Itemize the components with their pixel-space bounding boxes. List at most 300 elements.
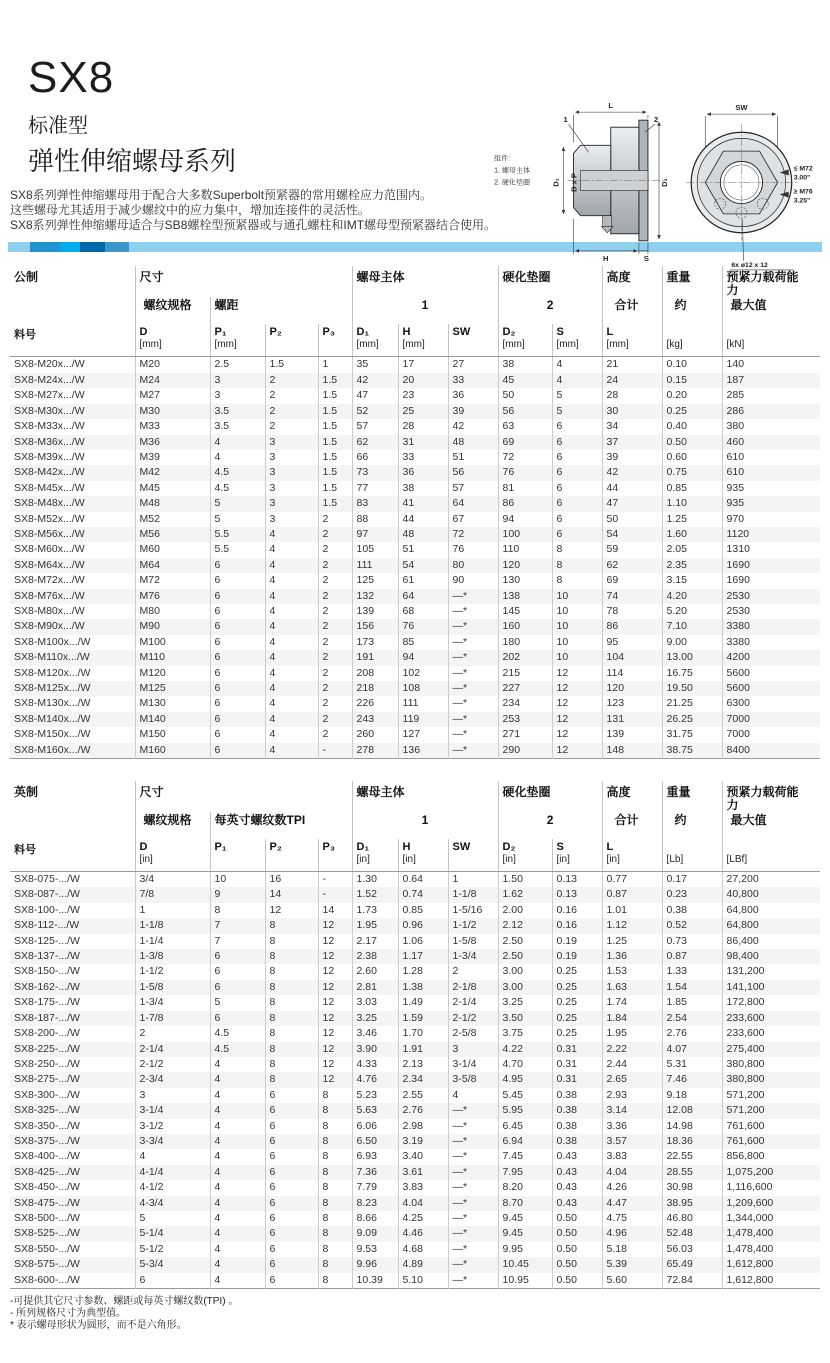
table-cell: 12 (318, 1011, 352, 1026)
table-cell: 6 (210, 980, 265, 995)
table-cell: 1-5/8 (448, 934, 498, 949)
table-cell: SX8-M120x.../W (14, 666, 91, 679)
table-cell: 1 (448, 872, 498, 888)
table-cell: M30 (135, 404, 210, 419)
table-cell: 4 (448, 1088, 498, 1103)
table-cell: 0.31 (552, 1057, 602, 1072)
table-cell: 2-3/4 (135, 1072, 210, 1087)
dim-label-DxP: D x P (569, 173, 579, 192)
table-cell: 136 (398, 743, 448, 759)
table-cell: 5 (552, 388, 602, 403)
table-cell: 5 (210, 496, 265, 511)
table-cell: 3 (265, 465, 318, 480)
table-cell: 8 (265, 1057, 318, 1072)
col-unit: [in] (139, 854, 153, 866)
section-label: 英制 (14, 785, 39, 800)
table-cell: 2.13 (398, 1057, 448, 1072)
table-cell: SX8-150-.../W (14, 965, 80, 978)
table-cell: 2 (318, 650, 352, 665)
components-title: 组件: (494, 155, 511, 163)
table-cell: 76 (498, 465, 552, 480)
table-row (10, 481, 820, 496)
table-cell: 139 (602, 727, 662, 742)
table-cell: 54 (602, 527, 662, 542)
table-cell: 3 (135, 1088, 210, 1103)
table-cell: 111 (352, 558, 398, 573)
group-header-washer: 硬化垫圈 (498, 781, 602, 812)
table-cell: 233,600 (722, 1026, 820, 1041)
table-row (10, 1196, 820, 1211)
table-row (10, 512, 820, 527)
table-cell: 51 (398, 542, 448, 557)
table-cell: —* (448, 727, 498, 742)
table-cell: 12 (552, 696, 602, 711)
table-row (10, 558, 820, 573)
table-cell: 6 (552, 419, 602, 434)
table-row (10, 712, 820, 727)
table-cell: 1.74 (602, 995, 662, 1010)
table-cell: 41 (398, 496, 448, 511)
table-cell: 12 (318, 964, 352, 979)
imperial-table-body (10, 872, 820, 1289)
table-cell: 38.75 (662, 743, 722, 759)
table-cell: 4 (210, 450, 265, 465)
technical-drawing-svg (492, 90, 824, 276)
table-cell: - (318, 743, 352, 759)
table-cell: 4.75 (602, 1211, 662, 1226)
table-cell: - (318, 872, 352, 888)
table-cell: M27 (135, 388, 210, 403)
table-cell: 98,400 (722, 949, 820, 964)
table-cell: 286 (722, 404, 820, 419)
table-cell: —* (448, 1242, 498, 1257)
group-header-nut-body: 螺母主体 (352, 266, 498, 297)
table-cell: 5.31 (662, 1057, 722, 1072)
table-cell: M140 (135, 712, 210, 727)
table-cell: 4.47 (602, 1196, 662, 1211)
col-letter (727, 326, 817, 339)
product-subtitle-type: 标准型 (28, 115, 88, 137)
table-cell: 4.04 (398, 1196, 448, 1211)
table-cell: 935 (722, 496, 820, 511)
table-cell: —* (448, 650, 498, 665)
table-cell: —* (448, 712, 498, 727)
table-cell: 1.85 (662, 995, 722, 1010)
table-cell: M90 (135, 619, 210, 634)
table-cell: 6 (552, 435, 602, 450)
table-row (10, 589, 820, 604)
table-cell: 4 (210, 1226, 265, 1241)
table-cell: 6 (265, 1149, 318, 1164)
table-cell: 13.00 (662, 650, 722, 665)
table-cell: 64,800 (722, 903, 820, 918)
table-cell: 6 (265, 1103, 318, 1118)
table-cell: 0.38 (552, 1103, 602, 1118)
table-cell: 2-1/4 (135, 1042, 210, 1057)
table-cell: 4 (210, 1057, 265, 1072)
dim-label-D1: D₁ (551, 178, 561, 187)
table-row (10, 887, 820, 902)
table-cell: 3-1/2 (135, 1119, 210, 1134)
footnote: -可提供其它尺寸参数、螺距或每英寸螺纹数(TPI) 。 (10, 1296, 239, 1307)
table-cell: SX8-275-.../W (14, 1073, 80, 1086)
table-row (10, 573, 820, 588)
table-cell: 227 (498, 681, 552, 696)
table-cell: 4 (552, 357, 602, 373)
table-row (10, 1211, 820, 1226)
table-cell: 2.81 (352, 980, 398, 995)
table-cell: 1.10 (662, 496, 722, 511)
table-cell: 4 (210, 1196, 265, 1211)
table-cell: 6 (210, 681, 265, 696)
description-line: SX8系列弹性伸缩螺母用于配合大多数Superbolt预紧器的常用螺栓应力范围内。 (10, 188, 433, 202)
table-cell: 1.62 (498, 887, 552, 902)
table-cell: 9.53 (352, 1242, 398, 1257)
table-cell: 0.87 (602, 887, 662, 902)
table-cell: 1.63 (602, 980, 662, 995)
table-row (10, 373, 820, 388)
col-unit: [kg] (666, 339, 683, 351)
table-cell: 0.43 (552, 1180, 602, 1195)
table-cell: 30.98 (662, 1180, 722, 1195)
table-cell: 1 (135, 903, 210, 918)
table-cell: 0.19 (552, 934, 602, 949)
table-cell: 6 (552, 465, 602, 480)
table-cell: 48 (398, 527, 448, 542)
table-cell: 0.38 (552, 1119, 602, 1134)
table-cell: 3.75 (498, 1026, 552, 1041)
callout-2: 2 (653, 115, 659, 125)
table-cell: 38 (498, 357, 552, 373)
table-cell: 1.5 (318, 435, 352, 450)
table-cell: 1,612,800 (722, 1257, 820, 1272)
table-cell: 8 (265, 964, 318, 979)
table-cell: SX8-425-.../W (14, 1165, 80, 1178)
table-cell: 3-1/4 (135, 1103, 210, 1118)
table-cell: 6.06 (352, 1119, 398, 1134)
table-row (10, 918, 820, 933)
table-cell: 4.96 (602, 1226, 662, 1241)
table-cell: 208 (352, 666, 398, 681)
table-cell: 0.74 (398, 887, 448, 902)
table-cell: 83 (352, 496, 398, 511)
table-cell: 111 (398, 696, 448, 711)
table-cell: 8 (318, 1088, 352, 1103)
table-cell: 102 (398, 666, 448, 681)
table-cell: 64 (398, 589, 448, 604)
table-row (10, 1180, 820, 1195)
table-cell: 47 (352, 388, 398, 403)
product-title: SX8 (28, 53, 115, 102)
table-cell: 215 (498, 666, 552, 681)
table-cell: 0.20 (662, 388, 722, 403)
table-cell: —* (448, 1196, 498, 1211)
table-cell: 2-1/8 (448, 980, 498, 995)
table-cell: 0.50 (552, 1226, 602, 1241)
description-line: SX8系列弹性伸缩螺母适合与SB8螺栓型预紧器或与通孔螺柱和IMT螺母型预紧器结合使用。 (10, 218, 497, 233)
table-cell: 4 (135, 1149, 210, 1164)
table-cell: 5-3/4 (135, 1257, 210, 1272)
table-cell: 28 (398, 419, 448, 434)
table-row (10, 666, 820, 681)
table-cell: 7.79 (352, 1180, 398, 1195)
table-cell: 8 (318, 1149, 352, 1164)
table-cell: 5.60 (602, 1273, 662, 1289)
table-cell: 31.75 (662, 727, 722, 742)
col-letter: H (402, 841, 411, 854)
table-cell: 12 (318, 1057, 352, 1072)
col-letter: P₂ (269, 841, 282, 854)
table-cell: 4 (210, 1119, 265, 1134)
table-cell: SX8-400-.../W (14, 1150, 80, 1163)
table-cell: 3 (265, 512, 318, 527)
table-cell: 8 (265, 949, 318, 964)
table-cell: SX8-187-.../W (14, 1011, 80, 1024)
table-cell: SX8-M64x.../W (14, 558, 85, 571)
subheader-weight-approx: 约 (662, 297, 722, 324)
table-cell: 10 (552, 650, 602, 665)
table-cell: 260 (352, 727, 398, 742)
table-row (10, 980, 820, 995)
table-cell: SX8-325-.../W (14, 1104, 80, 1117)
table-cell: 6 (265, 1242, 318, 1257)
table-cell: 48 (448, 435, 498, 450)
table-cell: —* (448, 619, 498, 634)
table-cell: 2 (318, 589, 352, 604)
table-cell: 44 (602, 481, 662, 496)
table-cell: 2 (318, 619, 352, 634)
table-cell: 27,200 (722, 872, 820, 888)
table-cell: SX8-300-.../W (14, 1088, 80, 1101)
table-cell: 2.00 (498, 903, 552, 918)
col-letter: D₁ (356, 841, 370, 854)
col-letter: P₁ (214, 841, 227, 854)
table-row (10, 1042, 820, 1057)
table-cell: 2-1/2 (448, 1011, 498, 1026)
table-cell: 12 (318, 949, 352, 964)
table-row (10, 1072, 820, 1087)
table-cell: 100 (498, 527, 552, 542)
technical-drawing (492, 90, 824, 276)
table-cell: 3.14 (602, 1103, 662, 1118)
col-letter: D (139, 326, 148, 339)
table-cell: 233,600 (722, 1011, 820, 1026)
table-cell: 6 (210, 604, 265, 619)
table-cell: 8 (552, 558, 602, 573)
table-cell: 1,075,200 (722, 1165, 820, 1180)
table-cell: 1-1/2 (448, 918, 498, 933)
col-letter: L (606, 841, 614, 854)
table-cell: 19.50 (662, 681, 722, 696)
table-cell: 46.80 (662, 1211, 722, 1226)
table-cell: 131 (602, 712, 662, 727)
table-cell: 6 (210, 949, 265, 964)
col-letter: D₂ (502, 326, 516, 339)
table-cell: 0.25 (552, 964, 602, 979)
table-cell: SX8-375-.../W (14, 1134, 80, 1147)
table-cell: SX8-350-.../W (14, 1119, 80, 1132)
table-cell: SX8-250-.../W (14, 1057, 80, 1070)
table-cell: 571,200 (722, 1103, 820, 1118)
table-cell: 1.33 (662, 964, 722, 979)
table-cell: 9.95 (498, 1242, 552, 1257)
table-cell: 6 (265, 1273, 318, 1289)
table-cell: 2.34 (398, 1072, 448, 1087)
table-row (10, 1011, 820, 1026)
table-cell: 3.00 (498, 964, 552, 979)
table-cell: SX8-M48x.../W (14, 497, 85, 510)
imperial-table (10, 781, 820, 1289)
subheader-preload-max: 最大值 (722, 812, 820, 839)
table-cell: 0.40 (662, 419, 722, 434)
table-cell: 6 (265, 1196, 318, 1211)
table-cell: 4 (265, 619, 318, 634)
table-cell: 3.57 (602, 1134, 662, 1149)
col-header-P1 (210, 839, 265, 872)
table-cell: 33 (448, 373, 498, 388)
table-cell: 5.10 (398, 1273, 448, 1289)
table-cell: 3.19 (398, 1134, 448, 1149)
table-cell: 5-1/4 (135, 1226, 210, 1241)
table-cell: 110 (498, 542, 552, 557)
table-cell: M56 (135, 527, 210, 542)
table-cell: SX8-M45x.../W (14, 481, 85, 494)
table-cell: 10 (552, 589, 602, 604)
table-cell: SX8-162-.../W (14, 980, 80, 993)
col-header-L (602, 839, 662, 872)
table-cell: 5 (552, 404, 602, 419)
table-cell: M48 (135, 496, 210, 511)
table-cell: SX8-600-.../W (14, 1273, 80, 1286)
table-cell: 50 (498, 388, 552, 403)
table-cell: 88 (352, 512, 398, 527)
table-cell: 24 (602, 373, 662, 388)
col-header-D (135, 324, 210, 357)
footnote: * 表示螺母形状为圆形，而不是六角形。 (10, 1320, 187, 1332)
table-cell: M160 (135, 743, 210, 759)
table-cell: 1,209,600 (722, 1196, 820, 1211)
table-cell: 0.77 (602, 872, 662, 888)
table-cell: 130 (498, 573, 552, 588)
table-row (10, 1165, 820, 1180)
table-cell: 80 (448, 558, 498, 573)
table-cell: 7.46 (662, 1072, 722, 1087)
table-row (10, 357, 820, 373)
group-header-size: 尺寸 (135, 781, 352, 812)
table-cell: 6 (552, 481, 602, 496)
table-cell: SX8-M110x.../W (14, 651, 90, 664)
table-cell: 9.09 (352, 1226, 398, 1241)
table-cell: 2 (265, 373, 318, 388)
table-cell: 34 (602, 419, 662, 434)
table-cell: 243 (352, 712, 398, 727)
subheader-thread-spec: 螺纹规格 (135, 297, 210, 324)
col-letter: P₁ (214, 326, 227, 339)
table-cell: SX8-125-.../W (14, 934, 80, 947)
table-cell: 856,800 (722, 1149, 820, 1164)
table-cell: 610 (722, 465, 820, 480)
table-cell: 5-1/2 (135, 1242, 210, 1257)
table-cell: 5.39 (602, 1257, 662, 1272)
table-cell: 2.22 (602, 1042, 662, 1057)
table-cell: 4.07 (662, 1042, 722, 1057)
subheader-pitch: 螺距 (210, 297, 352, 324)
col-header-P2 (265, 324, 318, 357)
table-row (10, 903, 820, 918)
table-cell: SX8-075-.../W (14, 873, 80, 886)
table-cell: 39 (448, 404, 498, 419)
table-cell: 290 (498, 743, 552, 759)
table-cell: 1.70 (398, 1026, 448, 1041)
table-cell: 218 (352, 681, 398, 696)
table-cell: 1.50 (498, 872, 552, 888)
table-cell: 21 (602, 357, 662, 373)
component-1-label: 1. 螺母主体 (494, 167, 530, 175)
table-cell: 4 (265, 542, 318, 557)
footnote: - 所列规格尺寸为典型值。 (10, 1308, 127, 1320)
table-row (10, 1057, 820, 1072)
table-cell: 68 (398, 604, 448, 619)
footnotes (10, 1296, 820, 1333)
table-cell: 3.5 (210, 419, 265, 434)
table-cell: 10 (552, 635, 602, 650)
col-unit: [mm] (556, 339, 579, 351)
col-header-P2 (265, 839, 318, 872)
col-letter: H (402, 326, 411, 339)
table-cell: 3 (265, 435, 318, 450)
table-cell: 12 (552, 743, 602, 759)
table-cell: 1.25 (662, 512, 722, 527)
col-letter (667, 841, 718, 854)
table-cell: 2 (265, 404, 318, 419)
table-cell: 4 (210, 1134, 265, 1149)
group-header-preload (722, 781, 820, 812)
table-cell: 18.36 (662, 1134, 722, 1149)
table-cell: 104 (602, 650, 662, 665)
table-cell: 8 (318, 1257, 352, 1272)
table-cell: —* (448, 635, 498, 650)
table-cell: 76 (398, 619, 448, 634)
table-cell: 4.20 (662, 589, 722, 604)
table-cell: 38.95 (662, 1196, 722, 1211)
table-cell: M60 (135, 542, 210, 557)
table-cell: 7 (210, 934, 265, 949)
table-cell: 1.5 (318, 481, 352, 496)
table-row (10, 696, 820, 711)
table-cell: 4-1/2 (135, 1180, 210, 1195)
table-cell: 6 (210, 650, 265, 665)
table-cell: 0.38 (552, 1088, 602, 1103)
table-cell: M120 (135, 666, 210, 681)
table-cell: 4-3/4 (135, 1196, 210, 1211)
table-row (10, 727, 820, 742)
table-cell: 6.50 (352, 1134, 398, 1149)
table-cell: 16 (265, 872, 318, 888)
table-cell: 8 (552, 542, 602, 557)
table-row (10, 619, 820, 634)
table-cell: 6 (265, 1226, 318, 1241)
table-cell: 3.90 (352, 1042, 398, 1057)
table-cell: 1.5 (318, 465, 352, 480)
col-unit: [in] (606, 854, 620, 866)
table-cell: 6 (552, 512, 602, 527)
table-cell: 56 (498, 404, 552, 419)
table-cell: 6 (210, 712, 265, 727)
table-cell: —* (448, 1165, 498, 1180)
table-cell: 47 (602, 496, 662, 511)
table-cell: 30 (602, 404, 662, 419)
table-cell: —* (448, 1149, 498, 1164)
